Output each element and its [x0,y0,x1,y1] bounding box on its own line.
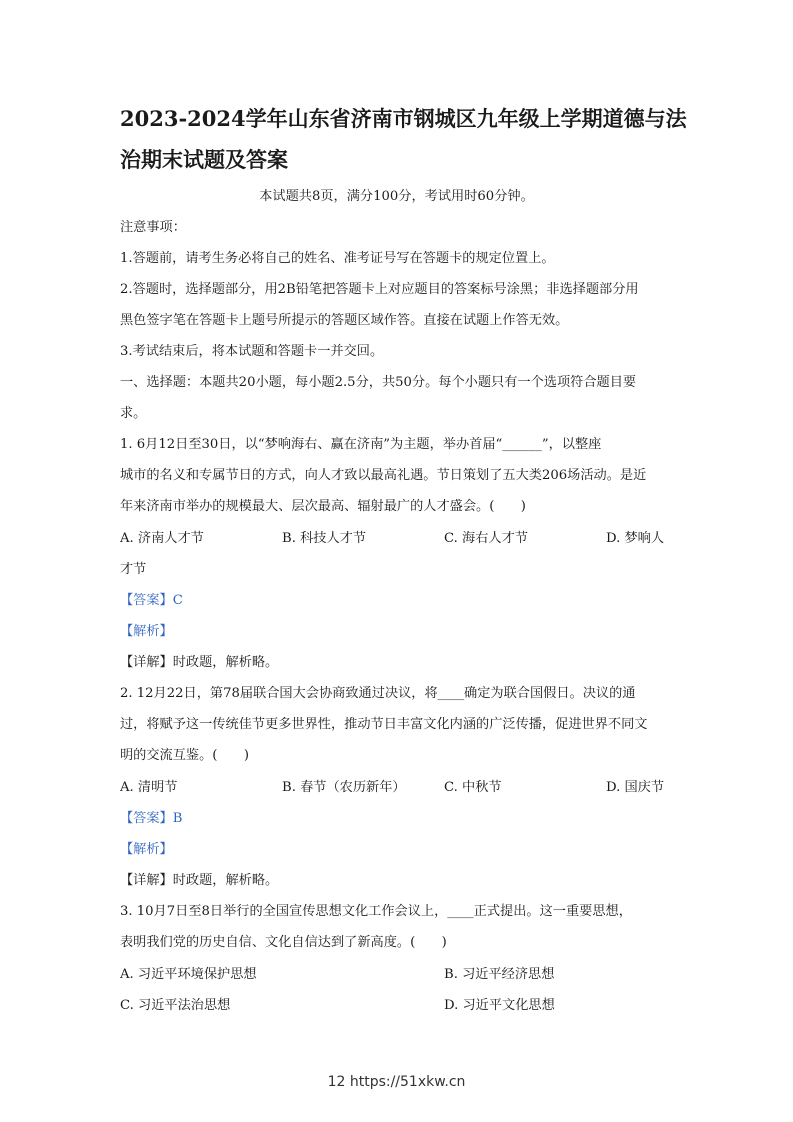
document-title-line-1: 2023-2024学年山东省济南市钢城区九年级上学期道德与法 [120,106,687,131]
q3-stem-line-2: 表明我们党的历史自信、文化自信达到了新高度。( ) [120,935,447,950]
q1-analysis-label: 【解析】 [120,624,173,639]
q3-option-c: C. 习近平法治思想 [120,998,231,1013]
q1-detail: 【详解】时政题，解析略。 [120,655,279,670]
notes-heading: 注意事项： [120,220,186,235]
section-heading-line-2: 求。 [120,406,147,421]
q2-option-b: B. 春节（农历新年） [282,780,406,795]
q2-detail: 【详解】时政题，解析略。 [120,873,279,888]
page-footer: 12 https://51xkw.cn [327,1074,466,1090]
q1-answer: 【答案】C [120,593,183,608]
q2-analysis-label: 【解析】 [120,842,173,857]
q1-stem-line-1: 1. 6月12日至30日，以“梦响海右、赢在济南”为主题，举办首届“______”，以整座 [120,437,602,452]
q3-option-b: B. 习近平经济思想 [444,967,555,982]
q3-stem-line-1: 3. 10月7日至8日举行的全国宣传思想文化工作会议上，____正式提出。这一重要思想， [120,904,632,919]
document-title-line-2: 治期末试题及答案 [120,147,288,172]
q3-option-a: A. 习近平环境保护思想 [120,967,257,982]
q2-stem-line-3: 明的交流互鉴。( ) [120,748,249,763]
q1-option-d-wrap: 才节 [120,562,147,577]
q2-answer: 【答案】B [120,811,183,826]
q2-stem-line-2: 过，将赋予这一传统佳节更多世界性，推动节日丰富文化内涵的广泛传播，促进世界不同文 [120,717,648,732]
note-item-2-line-2: 黑色签字笔在答题卡上题号所提示的答题区域作答。直接在试题上作答无效。 [120,313,569,328]
note-item-1: 1.答题前，请考生务必将自己的姓名、准考证号写在答题卡的规定位置上。 [120,251,555,266]
q1-option-b: B. 科技人才节 [282,531,367,546]
q1-stem-line-2: 城市的名义和专属节日的方式，向人才致以最高礼遇。节日策划了五大类206场活动。是近 [120,468,647,483]
q1-option-d: D. 梦响人 [606,531,665,546]
q2-stem-line-1: 2. 12月22日，第78届联合国大会协商致通过决议，将____确定为联合国假日。决议的通 [120,686,636,701]
q2-option-c: C. 中秋节 [444,780,502,795]
q3-option-d: D. 习近平文化思想 [444,998,555,1013]
q2-option-d: D. 国庆节 [606,780,665,795]
note-item-2-line-1: 2.答题时，选择题部分，用2B铅笔把答题卡上对应题目的答案标号涂黑；非选择题部分用 [120,282,639,297]
q1-option-a: A. 济南人才节 [120,531,204,546]
exam-info: 本试题共8页，满分100分，考试用时60分钟。 [259,189,534,204]
q2-option-a: A. 清明节 [120,780,178,795]
section-heading-line-1: 一、选择题：本题共20小题，每小题2.5分，共50分。每个小题只有一个选项符合题目要 [120,375,637,390]
note-item-3: 3.考试结束后，将本试题和答题卡一并交回。 [120,344,384,359]
q1-stem-line-3: 年来济南市举办的规模最大、层次最高、辐射最广的人才盛会。( ) [120,499,526,514]
q1-option-c: C. 海右人才节 [444,531,528,546]
